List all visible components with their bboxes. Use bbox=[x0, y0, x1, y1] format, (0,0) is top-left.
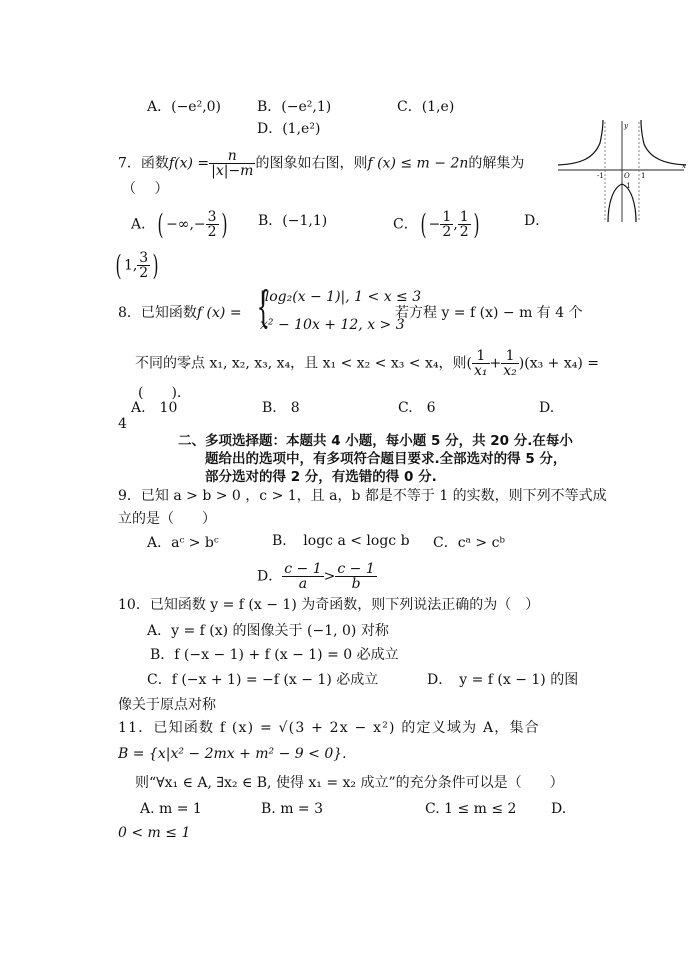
q8-answer-paren: ( ). bbox=[138, 385, 182, 401]
q8-brace: { bbox=[256, 282, 271, 331]
q7-fraction bbox=[209, 149, 255, 178]
q7-opt-d-val: 1, bbox=[123, 257, 138, 274]
q7-func: f(x) = bbox=[168, 155, 210, 172]
q11-line-1: 11．已知函数 f (x) = √(3 + 2x − x²) 的定义域为 A，集合 bbox=[118, 720, 540, 736]
q8-option-d-value: 4 bbox=[118, 416, 127, 432]
q7-option-a: A．( −∞,− $\frac{3}{2}$ ) bbox=[131, 207, 228, 241]
q8-frac2-num: 1 bbox=[501, 349, 519, 364]
q7-opt-a-den: 2 bbox=[207, 224, 217, 240]
q7-option-d-label: D． bbox=[524, 213, 550, 229]
q7-option-c: C．( − $\frac{1}{2}$ , $\frac{1}{2}$ ) bbox=[393, 207, 480, 241]
q7-frac-num: n bbox=[209, 149, 255, 164]
q8-piece-2: x² − 10x + 12, x > 3 bbox=[260, 317, 405, 333]
graph-right-branch bbox=[641, 120, 686, 165]
q8-option-a: A. 10 bbox=[131, 400, 178, 416]
q7-function-graph bbox=[556, 118, 688, 224]
q11-option-d: D. bbox=[551, 801, 567, 817]
section2-line-1: 二、多项选择题：本题共 4 小题，每小题 5 分，共 20 分.在每小 bbox=[178, 433, 573, 449]
section2-line-3: 部分选对的得 2 分，有选错的得 0 分. bbox=[205, 469, 437, 485]
q8-piece-1: |log₂(x − 1)|, 1 < x ≤ 3 bbox=[260, 289, 422, 305]
q7-intro: 7．函数 bbox=[118, 155, 169, 172]
q8-option-d: D. bbox=[539, 400, 555, 416]
q9-line-2: 立的是（ ） bbox=[118, 511, 216, 527]
q10-option-a: A．y = f (x) 的图像关于 (−1, 0) 对称 bbox=[147, 623, 389, 639]
graph-left-branch bbox=[558, 120, 603, 165]
q7-opt-a-val: −∞,− bbox=[166, 216, 206, 233]
q8-line2-b: )(x₃ + x₄) = bbox=[518, 355, 600, 372]
q8-line2-a: 不同的零点 x₁, x₂, x₃, x₄，且 x₁ < x₂ < x₃ < x₄，则( bbox=[135, 355, 473, 372]
q9-opt-d-n1: c − 1 bbox=[284, 561, 322, 577]
q7-opt-c-d1: 2 bbox=[442, 224, 452, 240]
q8-option-b: B. 8 bbox=[262, 400, 300, 416]
graph-label-y: y bbox=[624, 122, 628, 130]
graph-label-x: x bbox=[682, 162, 686, 170]
q8-plus: + bbox=[489, 355, 502, 372]
q6-option-b: B．(−e²,1) bbox=[257, 99, 332, 115]
q8-func: f (x) = bbox=[196, 305, 242, 321]
q7-option-b: B．(−1,1) bbox=[258, 213, 328, 229]
q7-mid: 的图象如右图，则 bbox=[255, 155, 368, 172]
q11-option-a: A. m = 1 bbox=[140, 801, 202, 817]
q9-opt-d-label: D． bbox=[257, 568, 283, 585]
q7-stem bbox=[118, 149, 524, 178]
q8-intro-text: 8．已知函数 bbox=[118, 305, 197, 321]
q10-option-c: C．f (−x + 1) = −f (x − 1) 必成立 bbox=[147, 672, 379, 688]
q8-intro bbox=[118, 304, 242, 322]
q6-option-a: A．(−e²,0) bbox=[147, 99, 222, 115]
q10-option-b: B．f (−x − 1) + f (x − 1) = 0 必成立 bbox=[150, 647, 399, 663]
q9-option-c: C．cᵃ > cᵇ bbox=[433, 535, 506, 551]
q8-frac1-num: 1 bbox=[472, 349, 490, 364]
q8-option-c: C. 6 bbox=[398, 400, 436, 416]
q9-option-a: A．aᶜ > bᶜ bbox=[147, 535, 219, 551]
q9-line-1: 9．已知 a > b > 0 ，c > 1，且 a，b 都是不等于 1 的实数，则下列不等式成 bbox=[118, 488, 607, 504]
graph-label-pos1: 1 bbox=[641, 172, 646, 180]
q8-frac1-den: x₁ bbox=[474, 363, 488, 379]
graph-label-neg1-y: -1 bbox=[624, 182, 631, 190]
q11-option-d-value: 0 < m ≤ 1 bbox=[118, 825, 191, 841]
q9-opt-d-n2: c − 1 bbox=[337, 561, 375, 577]
q8-line-2 bbox=[135, 349, 599, 378]
q7-opt-c-label: C． bbox=[393, 216, 418, 233]
q11-line-2: B = {x|x² − 2mx + m² − 9 < 0}. bbox=[118, 746, 347, 762]
q7-opt-c-n2: 1 bbox=[459, 209, 469, 225]
q7-opt-c-d2: 2 bbox=[459, 224, 469, 240]
q7-answer-paren: （ ） bbox=[122, 181, 169, 197]
q6-option-c: C．(1,e) bbox=[397, 99, 455, 115]
q8-frac2-den: x₂ bbox=[503, 363, 517, 379]
q7-opt-d-den: 2 bbox=[139, 265, 149, 281]
q9-opt-d-gt: > bbox=[323, 568, 336, 585]
q7-option-d-value: ( 1, $\frac{3}{2}$ ) bbox=[115, 248, 159, 282]
q7-opt-a-num: 3 bbox=[207, 209, 217, 225]
q7-end: 的解集为 bbox=[468, 155, 525, 172]
q7-opt-c-n1: 1 bbox=[442, 209, 452, 225]
q8-continuation: 若方程 y = f (x) − m 有 4 个 bbox=[395, 305, 583, 321]
q10-option-d-cont: 像关于原点对称 bbox=[118, 697, 216, 713]
q10-option-d: D． y = f (x − 1) 的图 bbox=[427, 672, 579, 688]
q9-option-b: B． logc a < logc b bbox=[272, 533, 410, 549]
q11-option-c: C. 1 ≤ m ≤ 2 bbox=[425, 801, 517, 817]
section2-line-2: 题给出的选项中，有多项符合题目要求.全部选对的得 5 分， bbox=[205, 451, 567, 467]
q7-opt-d-num: 3 bbox=[139, 250, 149, 266]
q9-opt-d-d2: b bbox=[351, 576, 361, 592]
q7-ineq: f (x) ≤ m − 2n bbox=[367, 155, 469, 172]
q9-opt-d-d1: a bbox=[298, 576, 308, 592]
q11-line-3: 则“∀x₁ ∈ A, ∃x₂ ∈ B, 使得 x₁ = x₂ 成立”的充分条件可以是（ ） bbox=[135, 775, 564, 791]
graph-label-neg1: -1 bbox=[597, 172, 604, 180]
q7-frac-den: |x|−m bbox=[211, 163, 254, 179]
q9-option-d bbox=[257, 562, 377, 591]
q6-option-d: D．(1,e²) bbox=[257, 121, 321, 137]
graph-label-origin: O bbox=[624, 172, 630, 180]
q11-option-b: B. m = 3 bbox=[261, 801, 324, 817]
q10-line-1: 10．已知函数 y = f (x − 1) 为奇函数，则下列说法正确的为（ ） bbox=[118, 597, 540, 613]
q7-opt-a-label: A． bbox=[131, 216, 156, 233]
